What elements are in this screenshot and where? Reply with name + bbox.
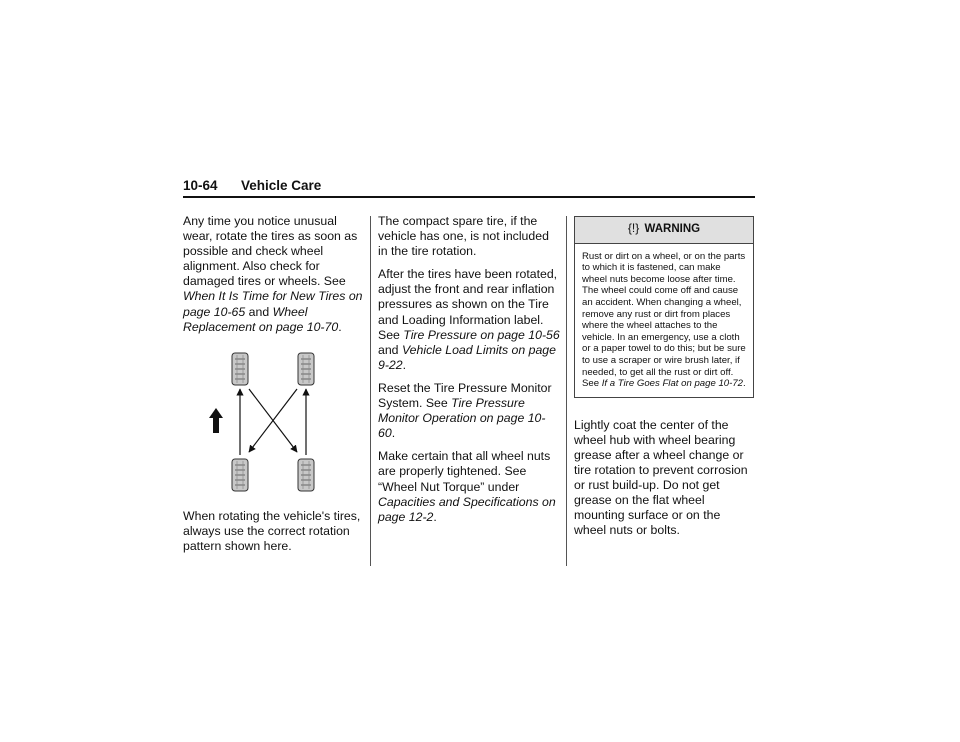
column-1 xyxy=(183,214,363,562)
ref-new-tires[interactable]: When It Is Time for New Tires on page 10-65 xyxy=(183,289,363,319)
warning-header xyxy=(575,217,753,244)
page-header xyxy=(183,178,755,198)
page-number: 10-64 xyxy=(183,178,218,193)
warning-box xyxy=(574,216,754,398)
ref-flat-tire[interactable]: If a Tire Goes Flat on page 10-72 xyxy=(601,378,743,390)
ref-wheel-replacement[interactable]: Wheel Replacement on page 10-70 xyxy=(183,304,339,334)
ref-tpms-operation[interactable]: Tire Pressure Monitor Operation on page 10-60 xyxy=(378,396,546,441)
column-2 xyxy=(378,214,560,533)
rotation-paragraph: Any time you notice unusual wear, rotate the tires as soon as possible and check wheel alignment. Also check for damaged tires or wheels. See When It Is Time for New Tires on page 10-65 and Wheel Replacement on page 10-70. xyxy=(183,214,363,334)
tire-front-right xyxy=(298,353,314,385)
tire-rotation-svg xyxy=(183,349,363,499)
tire-rear-left xyxy=(232,459,248,491)
spare-tire-paragraph: The compact spare tire, if the vehicle has one, is not included in the tire rotation. xyxy=(378,214,549,259)
wheel-hub-paragraph: Lightly coat the center of the wheel hub with wheel bearing grease after a wheel change or tire rotation to prevent corrosion or rust build-up. Do not get grease on the flat wheel mounting surface or on the wheel nuts or bolts. xyxy=(574,417,748,538)
warning-icon: {!} xyxy=(627,221,640,235)
ref-capacities[interactable]: Capacities and Specifications on page 12-2 xyxy=(378,494,556,524)
tire-rotation-diagram xyxy=(183,349,363,499)
warning-body: Rust or dirt on a wheel, or on the parts to which it is fastened, can make wheel nuts become loose after time. The wheel could come off and cause an accident. When changing a wheel, remove any rust or dirt from places where the wheel attaches to the vehicle. In an emergency, use a cloth or a paper towel to do this; but be sure to use a scraper or wire brush later, if needed, to get all the rust or dirt off. See If a Tire Goes Flat on page 10-72. xyxy=(582,250,746,390)
column-divider-2 xyxy=(566,216,567,566)
vehicle-front-arrow-icon xyxy=(209,408,223,433)
rotation-pattern-paragraph: When rotating the vehicle's tires, always use the correct rotation pattern shown here. xyxy=(183,508,361,553)
section-title: Vehicle Care xyxy=(241,178,322,193)
column-divider-1 xyxy=(370,216,371,566)
ref-load-limits[interactable]: Vehicle Load Limits on page 9-22 xyxy=(378,342,556,372)
tire-rear-right xyxy=(298,459,314,491)
ref-tire-pressure[interactable]: Tire Pressure on page 10-56 xyxy=(403,327,560,342)
column-3 xyxy=(574,214,754,546)
warning-title: WARNING xyxy=(644,223,701,235)
tpms-paragraph: Reset the Tire Pressure Monitor System. See Tire Pressure Monitor Operation on page 10-60. xyxy=(378,380,552,441)
tire-front-left xyxy=(232,353,248,385)
wheel-nut-paragraph: Make certain that all wheel nuts are properly tightened. See “Wheel Nut Torque” under Capacities and Specifications on page 12-2. xyxy=(378,449,556,524)
header-rule xyxy=(183,196,755,198)
inflation-paragraph: After the tires have been rotated, adjust the front and rear inflation pressures as shown on the Tire and Loading Information label. See Tire Pressure on page 10-56 and Vehicle Load Limits on page 9-22. xyxy=(378,267,560,372)
